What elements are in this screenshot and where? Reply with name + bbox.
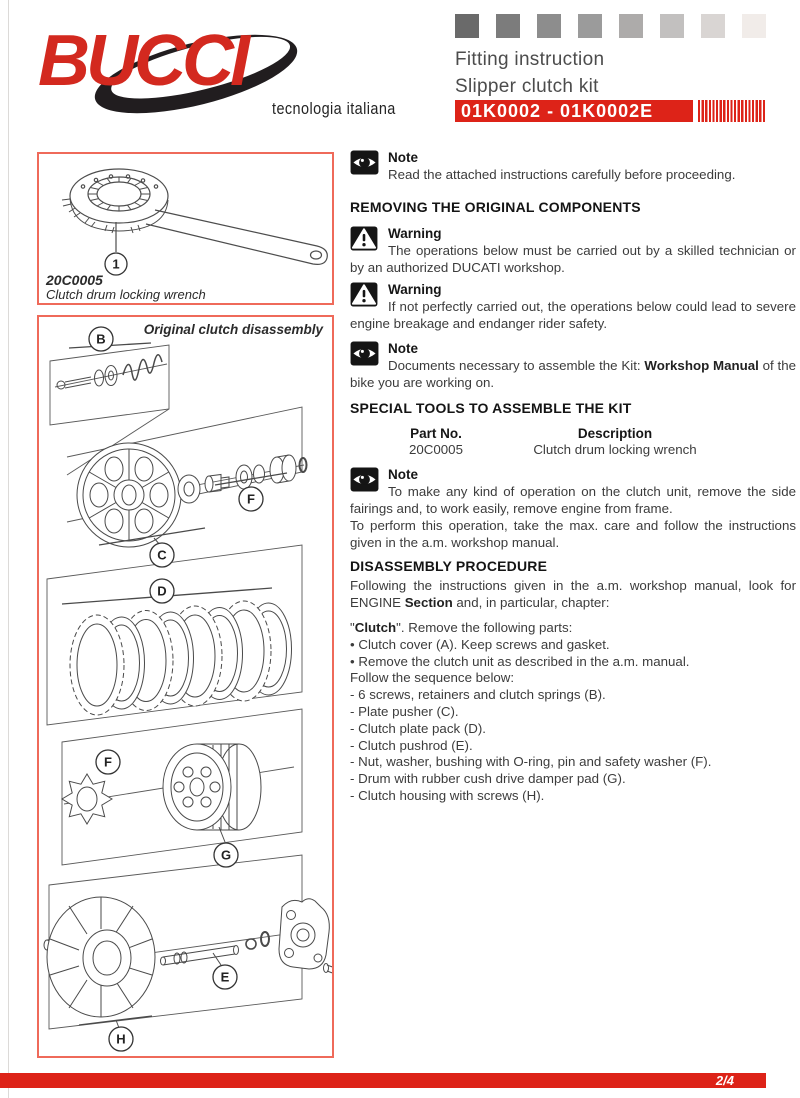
intro-text-part: Following the instructions given in the a.m. workshop manual, look for ENGINE xyxy=(350,578,796,610)
instructions-column xyxy=(350,149,796,805)
note-text xyxy=(350,483,796,551)
warning-block xyxy=(350,281,796,332)
note-block xyxy=(350,340,796,391)
sequence-item: - Clutch pushrod (E). xyxy=(350,737,473,753)
sequence-item: - Clutch plate pack (D). xyxy=(350,720,486,736)
logo-wordmark: BUCCI xyxy=(38,21,246,101)
warning-block xyxy=(350,225,796,276)
column-header: Description xyxy=(577,426,653,441)
part-code-banner xyxy=(455,100,766,122)
callout-C: C xyxy=(157,547,167,563)
section-heading-special-tools: SPECIAL TOOLS TO ASSEMBLE THE KIT xyxy=(350,400,632,416)
gradient-square xyxy=(742,14,766,38)
clutch-chapter-line xyxy=(350,620,796,637)
note-text-bold: Workshop Manual xyxy=(644,358,759,373)
gradient-square xyxy=(619,14,643,38)
doc-type-title: Fitting instruction xyxy=(455,49,605,70)
warning-triangle-icon xyxy=(350,282,379,307)
footer-bar xyxy=(0,1073,766,1088)
procedure-list xyxy=(350,620,796,805)
sequence-item: - Drum with rubber cush drive damper pad (G). xyxy=(350,771,626,787)
bullet-item: • Clutch cover (A). Keep screws and gasket. xyxy=(350,636,610,652)
table-column-part-no xyxy=(350,426,522,457)
procedure-intro xyxy=(350,577,796,611)
scan-edge-line xyxy=(8,0,9,1098)
note-block xyxy=(350,466,796,551)
quote: " xyxy=(350,620,355,635)
bullet-item: • Remove the clutch unit as described in the a.m. manual. xyxy=(350,653,690,669)
note-eye-icon xyxy=(350,150,379,175)
warning-title: Warning xyxy=(388,282,442,297)
callout-F2: F xyxy=(104,754,112,770)
note-title: Note xyxy=(388,150,418,165)
description-value: Clutch drum locking wrench xyxy=(533,442,697,457)
note-eye-icon xyxy=(350,341,379,366)
section-heading-disassembly: DISASSEMBLY PROCEDURE xyxy=(350,558,548,574)
callout-1: 1 xyxy=(112,256,120,272)
tool-part-number: 20C0005 xyxy=(46,272,103,288)
clutch-rest: ". Remove the following parts: xyxy=(396,620,573,635)
part-codes: 01K0002 - 01K0002E xyxy=(455,100,693,122)
callout-G: G xyxy=(220,847,232,863)
intro-text-bold: Section xyxy=(404,595,453,610)
tool-caption: Clutch drum locking wrench xyxy=(46,287,206,302)
warning-text: If not perfectly carried out, the operations below could lead to severe engine breakage and endanger rider safety. xyxy=(350,299,796,331)
gradient-square xyxy=(455,14,479,38)
disassembly-figure-box xyxy=(37,315,334,1058)
kit-name-title: Slipper clutch kit xyxy=(455,76,599,97)
gradient-square xyxy=(701,14,725,38)
note-text-part: Documents necessary to assemble the Kit: xyxy=(388,358,645,373)
sequence-item: - Nut, washer, bushing with O-ring, pin and safety washer (F). xyxy=(350,754,712,770)
gradient-square xyxy=(496,14,520,38)
page-indicator: 2/4 xyxy=(715,1073,734,1088)
sequence-item: - 6 screws, retainers and clutch springs (B). xyxy=(350,687,606,703)
callout-D: D xyxy=(157,583,167,599)
gradient-square xyxy=(537,14,561,38)
logo-tagline: tecnologia italiana xyxy=(272,99,396,118)
intro-text-part: and, in particular, chapter: xyxy=(452,595,610,610)
callout-H: H xyxy=(116,1031,126,1047)
tool-figure-box xyxy=(37,152,334,305)
column-header: Part No. xyxy=(410,426,462,441)
note-eye-icon xyxy=(350,467,379,492)
note-title: Note xyxy=(388,467,418,482)
gradient-square xyxy=(578,14,602,38)
note-text: Read the attached instructions carefully before proceeding. xyxy=(388,167,736,182)
note-text-part: To make any kind of operation on the clutch unit, remove the side fairings and, to work easily, remove engine from frame. xyxy=(350,484,796,516)
gradient-square xyxy=(660,14,684,38)
callout-B: B xyxy=(96,331,106,347)
note-title: Note xyxy=(388,341,418,356)
special-tools-table xyxy=(350,426,796,457)
callout-F: F xyxy=(247,491,255,507)
table-column-description xyxy=(522,426,708,457)
warning-text: The operations below must be carried out by a skilled technician or by an authorized DUCATI workshop. xyxy=(350,243,796,275)
sequence-item: - Clutch housing with screws (H). xyxy=(350,787,545,803)
disassembly-figure-title: Original clutch disassembly xyxy=(143,322,323,337)
note-text-part: To perform this operation, take the max. care and follow the instructions given in the a.m. workshop manual. xyxy=(350,518,796,550)
clutch-bold: Clutch xyxy=(354,620,397,635)
warning-title: Warning xyxy=(388,226,442,241)
warning-triangle-icon xyxy=(350,226,379,251)
sequence-item: - Plate pusher (C). xyxy=(350,703,459,719)
note-text-part: of the bike you are working on. xyxy=(350,358,797,390)
gradient-squares xyxy=(455,14,775,38)
note-text xyxy=(350,357,796,391)
part-number-value: 20C0005 xyxy=(409,442,463,457)
barcode-stripes xyxy=(698,100,766,122)
clutch-exploded-drawing xyxy=(39,317,332,1056)
follow-line: Follow the sequence below: xyxy=(350,670,515,686)
section-heading-removing: REMOVING THE ORIGINAL COMPONENTS xyxy=(350,199,641,215)
header-right xyxy=(455,14,775,38)
callout-E: E xyxy=(220,969,230,985)
note-block xyxy=(350,149,796,183)
